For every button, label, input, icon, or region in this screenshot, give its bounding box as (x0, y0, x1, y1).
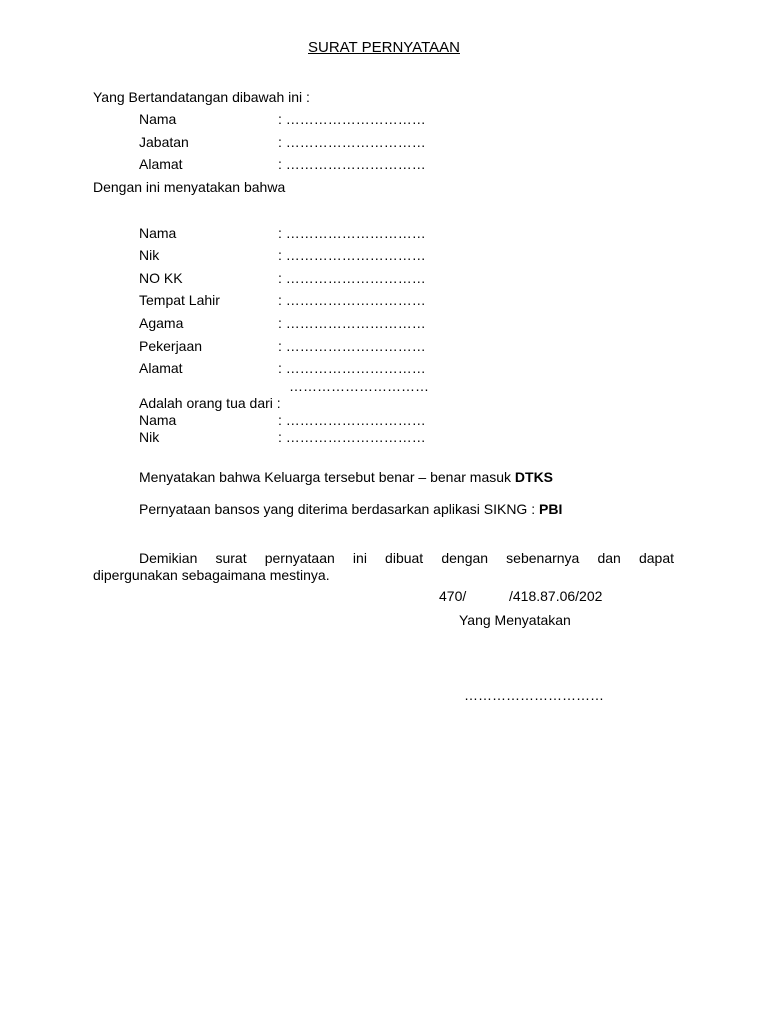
subject-tempat-lahir-field: : ………………………… (278, 292, 426, 308)
pbi-badge: PBI (539, 501, 563, 517)
bansos-statement-text: Pernyataan bansos yang diterima berdasarkan aplikasi SIKNG : (139, 501, 539, 517)
intro-text: Yang Bertandatangan dibawah ini : (93, 89, 310, 105)
signer-jabatan-label: Jabatan (139, 134, 189, 150)
dtks-badge: DTKS (514, 469, 554, 485)
page-title: SURAT PERNYATAAN (308, 39, 460, 56)
bansos-statement (139, 501, 562, 518)
parent-nama-field: : ………………………… (278, 412, 426, 428)
subject-nama-field: : ………………………… (278, 225, 426, 241)
statement-intro: Dengan ini menyatakan bahwa (93, 179, 286, 195)
subject-pekerjaan-field: : ………………………… (278, 338, 426, 354)
document-number-prefix: 470/ (439, 588, 467, 604)
subject-nik-label: Nik (139, 247, 160, 263)
parent-intro: Adalah orang tua dari : (139, 395, 281, 411)
signer-name-label: Nama (139, 111, 177, 127)
signature-label: Yang Menyatakan (459, 612, 571, 628)
subject-alamat-field: : ………………………… (278, 360, 426, 376)
subject-nokk-field: : ………………………… (278, 270, 426, 286)
subject-alamat-label: Alamat (139, 360, 183, 376)
signer-jabatan-field: : ………………………… (278, 134, 426, 150)
closing-line-1: Demikian surat pernyataan ini dibuat dengan sebenarnya dan dapat (139, 550, 674, 566)
signer-name-field: : ………………………… (278, 111, 426, 127)
subject-nik-field: : ………………………… (278, 247, 426, 263)
subject-pekerjaan-label: Pekerjaan (139, 338, 203, 354)
signature-line: ………………………… (464, 687, 604, 703)
subject-agama-label: Agama (139, 315, 184, 331)
subject-nokk-label: NO KK (139, 270, 183, 286)
subject-tempat-lahir-label: Tempat Lahir (139, 292, 220, 308)
subject-alamat-continuation: ………………………… (289, 378, 429, 394)
dtks-statement (139, 469, 553, 486)
signer-alamat-label: Alamat (139, 156, 183, 172)
parent-nik-field: : ………………………… (278, 429, 426, 445)
closing-line-2: dipergunakan sebagaimana mestinya. (93, 567, 330, 583)
parent-nama-label: Nama (139, 412, 177, 428)
dtks-statement-text: Menyatakan bahwa Keluarga tersebut benar – benar masuk (139, 469, 515, 485)
subject-agama-field: : ………………………… (278, 315, 426, 331)
signer-alamat-field: : ………………………… (278, 156, 426, 172)
document-number-suffix: /418.87.06/202 (509, 588, 603, 604)
subject-nama-label: Nama (139, 225, 177, 241)
parent-nik-label: Nik (139, 429, 160, 445)
closing-paragraph (93, 550, 674, 584)
